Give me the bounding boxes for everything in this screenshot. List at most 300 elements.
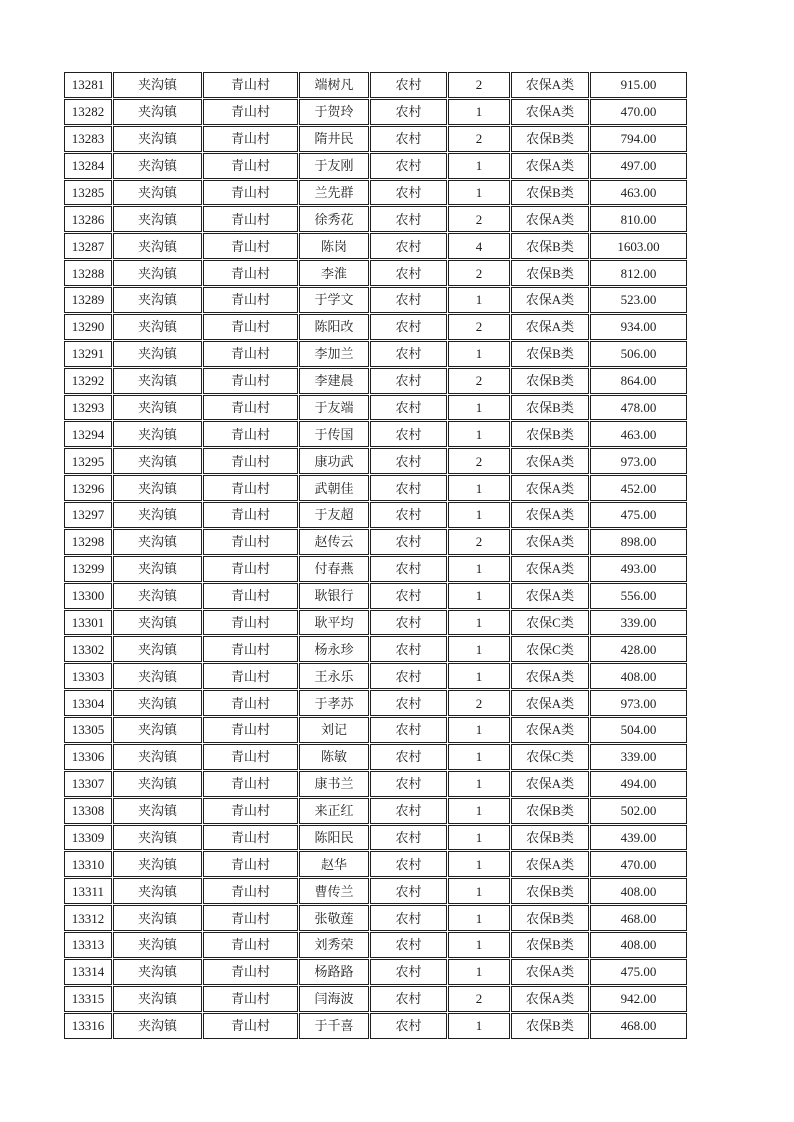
cell-person-count: 2 [448, 206, 510, 232]
cell-town: 夹沟镇 [113, 448, 202, 474]
cell-name: 康功武 [299, 448, 369, 474]
cell-area-type: 农村 [370, 448, 447, 474]
cell-town: 夹沟镇 [113, 771, 202, 797]
cell-amount: 942.00 [590, 986, 687, 1012]
cell-id: 13296 [64, 475, 112, 501]
cell-village: 青山村 [203, 905, 298, 931]
cell-name: 付春燕 [299, 556, 369, 582]
table-row [64, 583, 687, 609]
cell-insurance-type: 农保A类 [511, 287, 589, 313]
cell-id: 13295 [64, 448, 112, 474]
cell-area-type: 农村 [370, 717, 447, 743]
cell-id: 13305 [64, 717, 112, 743]
cell-id: 13311 [64, 878, 112, 904]
cell-insurance-type: 农保A类 [511, 99, 589, 125]
cell-id: 13301 [64, 610, 112, 636]
cell-town: 夹沟镇 [113, 798, 202, 824]
cell-insurance-type: 农保A类 [511, 475, 589, 501]
cell-amount: 408.00 [590, 932, 687, 958]
cell-area-type: 农村 [370, 986, 447, 1012]
cell-name: 康书兰 [299, 771, 369, 797]
cell-village: 青山村 [203, 932, 298, 958]
cell-area-type: 农村 [370, 126, 447, 152]
table-row [64, 421, 687, 447]
cell-insurance-type: 农保A类 [511, 529, 589, 555]
cell-village: 青山村 [203, 529, 298, 555]
cell-person-count: 2 [448, 986, 510, 1012]
cell-town: 夹沟镇 [113, 72, 202, 98]
cell-name: 耿银行 [299, 583, 369, 609]
cell-amount: 475.00 [590, 502, 687, 528]
cell-area-type: 农村 [370, 368, 447, 394]
cell-id: 13308 [64, 798, 112, 824]
cell-insurance-type: 农保B类 [511, 341, 589, 367]
cell-person-count: 1 [448, 905, 510, 931]
cell-village: 青山村 [203, 798, 298, 824]
cell-amount: 428.00 [590, 636, 687, 662]
cell-id: 13298 [64, 529, 112, 555]
cell-insurance-type: 农保A类 [511, 717, 589, 743]
cell-area-type: 农村 [370, 287, 447, 313]
cell-person-count: 1 [448, 663, 510, 689]
cell-name: 于学文 [299, 287, 369, 313]
cell-person-count: 2 [448, 690, 510, 716]
cell-id: 13292 [64, 368, 112, 394]
cell-id: 13288 [64, 260, 112, 286]
cell-town: 夹沟镇 [113, 421, 202, 447]
cell-person-count: 2 [448, 529, 510, 555]
cell-area-type: 农村 [370, 583, 447, 609]
cell-id: 13304 [64, 690, 112, 716]
cell-village: 青山村 [203, 959, 298, 985]
cell-person-count: 1 [448, 1013, 510, 1039]
cell-amount: 502.00 [590, 798, 687, 824]
cell-id: 13285 [64, 180, 112, 206]
cell-village: 青山村 [203, 260, 298, 286]
cell-person-count: 1 [448, 421, 510, 447]
cell-village: 青山村 [203, 395, 298, 421]
cell-id: 13315 [64, 986, 112, 1012]
cell-town: 夹沟镇 [113, 260, 202, 286]
cell-person-count: 1 [448, 771, 510, 797]
cell-id: 13300 [64, 583, 112, 609]
cell-person-count: 1 [448, 153, 510, 179]
cell-person-count: 2 [448, 448, 510, 474]
table-row [64, 878, 687, 904]
cell-insurance-type: 农保B类 [511, 1013, 589, 1039]
cell-id: 13297 [64, 502, 112, 528]
cell-person-count: 1 [448, 583, 510, 609]
cell-amount: 812.00 [590, 260, 687, 286]
cell-id: 13313 [64, 932, 112, 958]
cell-id: 13312 [64, 905, 112, 931]
cell-id: 13314 [64, 959, 112, 985]
cell-insurance-type: 农保B类 [511, 126, 589, 152]
cell-insurance-type: 农保A类 [511, 583, 589, 609]
cell-town: 夹沟镇 [113, 395, 202, 421]
cell-name: 陈岗 [299, 233, 369, 259]
table-row [64, 798, 687, 824]
cell-amount: 934.00 [590, 314, 687, 340]
cell-name: 陈阳民 [299, 825, 369, 851]
table-row [64, 851, 687, 877]
cell-village: 青山村 [203, 610, 298, 636]
cell-town: 夹沟镇 [113, 878, 202, 904]
cell-area-type: 农村 [370, 878, 447, 904]
cell-area-type: 农村 [370, 153, 447, 179]
cell-id: 13287 [64, 233, 112, 259]
cell-amount: 408.00 [590, 878, 687, 904]
cell-amount: 915.00 [590, 72, 687, 98]
cell-name: 陈阳改 [299, 314, 369, 340]
cell-town: 夹沟镇 [113, 206, 202, 232]
cell-person-count: 1 [448, 99, 510, 125]
cell-village: 青山村 [203, 502, 298, 528]
cell-name: 赵传云 [299, 529, 369, 555]
cell-town: 夹沟镇 [113, 583, 202, 609]
cell-area-type: 农村 [370, 636, 447, 662]
cell-town: 夹沟镇 [113, 636, 202, 662]
cell-area-type: 农村 [370, 233, 447, 259]
cell-amount: 339.00 [590, 610, 687, 636]
table-row [64, 959, 687, 985]
cell-insurance-type: 农保B类 [511, 368, 589, 394]
cell-amount: 468.00 [590, 905, 687, 931]
cell-amount: 468.00 [590, 1013, 687, 1039]
cell-person-count: 1 [448, 744, 510, 770]
cell-insurance-type: 农保A类 [511, 959, 589, 985]
cell-name: 闫海波 [299, 986, 369, 1012]
cell-name: 于友超 [299, 502, 369, 528]
cell-village: 青山村 [203, 556, 298, 582]
cell-name: 于孝苏 [299, 690, 369, 716]
cell-amount: 506.00 [590, 341, 687, 367]
cell-id: 13309 [64, 825, 112, 851]
cell-person-count: 1 [448, 341, 510, 367]
table-row [64, 314, 687, 340]
cell-name: 于千喜 [299, 1013, 369, 1039]
table-row [64, 771, 687, 797]
cell-person-count: 1 [448, 851, 510, 877]
cell-person-count: 1 [448, 717, 510, 743]
cell-village: 青山村 [203, 126, 298, 152]
cell-insurance-type: 农保B类 [511, 905, 589, 931]
cell-id: 13281 [64, 72, 112, 98]
cell-town: 夹沟镇 [113, 932, 202, 958]
cell-village: 青山村 [203, 825, 298, 851]
cell-village: 青山村 [203, 233, 298, 259]
cell-area-type: 农村 [370, 1013, 447, 1039]
table-row [64, 556, 687, 582]
cell-amount: 439.00 [590, 825, 687, 851]
cell-person-count: 1 [448, 932, 510, 958]
cell-person-count: 1 [448, 959, 510, 985]
cell-id: 13286 [64, 206, 112, 232]
cell-town: 夹沟镇 [113, 610, 202, 636]
table-row [64, 72, 687, 98]
cell-insurance-type: 农保A类 [511, 556, 589, 582]
cell-name: 刘记 [299, 717, 369, 743]
cell-insurance-type: 农保A类 [511, 206, 589, 232]
cell-area-type: 农村 [370, 475, 447, 501]
cell-village: 青山村 [203, 99, 298, 125]
cell-insurance-type: 农保A类 [511, 663, 589, 689]
cell-town: 夹沟镇 [113, 368, 202, 394]
cell-insurance-type: 农保B类 [511, 421, 589, 447]
cell-town: 夹沟镇 [113, 959, 202, 985]
cell-amount: 475.00 [590, 959, 687, 985]
cell-name: 于友端 [299, 395, 369, 421]
cell-name: 来正红 [299, 798, 369, 824]
cell-name: 于贺玲 [299, 99, 369, 125]
table-row [64, 180, 687, 206]
cell-village: 青山村 [203, 72, 298, 98]
cell-amount: 794.00 [590, 126, 687, 152]
cell-id: 13284 [64, 153, 112, 179]
cell-insurance-type: 农保A类 [511, 314, 589, 340]
cell-area-type: 农村 [370, 502, 447, 528]
cell-id: 13302 [64, 636, 112, 662]
cell-person-count: 4 [448, 233, 510, 259]
cell-id: 13316 [64, 1013, 112, 1039]
cell-town: 夹沟镇 [113, 1013, 202, 1039]
table-row [64, 287, 687, 313]
table-row [64, 99, 687, 125]
cell-amount: 470.00 [590, 99, 687, 125]
cell-town: 夹沟镇 [113, 825, 202, 851]
table-row [64, 690, 687, 716]
cell-town: 夹沟镇 [113, 99, 202, 125]
cell-town: 夹沟镇 [113, 180, 202, 206]
table-row [64, 986, 687, 1012]
cell-amount: 493.00 [590, 556, 687, 582]
cell-town: 夹沟镇 [113, 744, 202, 770]
cell-amount: 973.00 [590, 690, 687, 716]
cell-id: 13294 [64, 421, 112, 447]
cell-village: 青山村 [203, 475, 298, 501]
cell-town: 夹沟镇 [113, 153, 202, 179]
cell-village: 青山村 [203, 153, 298, 179]
cell-name: 王永乐 [299, 663, 369, 689]
cell-insurance-type: 农保B类 [511, 798, 589, 824]
cell-area-type: 农村 [370, 959, 447, 985]
table-row [64, 744, 687, 770]
cell-insurance-type: 农保C类 [511, 610, 589, 636]
cell-village: 青山村 [203, 986, 298, 1012]
cell-id: 13303 [64, 663, 112, 689]
cell-amount: 556.00 [590, 583, 687, 609]
table-row [64, 233, 687, 259]
cell-town: 夹沟镇 [113, 502, 202, 528]
cell-area-type: 农村 [370, 556, 447, 582]
cell-insurance-type: 农保B类 [511, 260, 589, 286]
cell-person-count: 2 [448, 260, 510, 286]
cell-name: 武朝佳 [299, 475, 369, 501]
cell-village: 青山村 [203, 717, 298, 743]
cell-insurance-type: 农保B类 [511, 825, 589, 851]
table-row [64, 717, 687, 743]
cell-person-count: 1 [448, 636, 510, 662]
cell-area-type: 农村 [370, 529, 447, 555]
cell-insurance-type: 农保A类 [511, 986, 589, 1012]
cell-insurance-type: 农保B类 [511, 932, 589, 958]
cell-town: 夹沟镇 [113, 986, 202, 1012]
cell-name: 隋井民 [299, 126, 369, 152]
insurance-payment-table [63, 71, 688, 1040]
cell-name: 耿平均 [299, 610, 369, 636]
cell-id: 13282 [64, 99, 112, 125]
cell-name: 杨路路 [299, 959, 369, 985]
cell-area-type: 农村 [370, 825, 447, 851]
table-row [64, 825, 687, 851]
cell-name: 曹传兰 [299, 878, 369, 904]
cell-town: 夹沟镇 [113, 341, 202, 367]
cell-area-type: 农村 [370, 905, 447, 931]
cell-village: 青山村 [203, 583, 298, 609]
table-row [64, 475, 687, 501]
cell-amount: 339.00 [590, 744, 687, 770]
cell-id: 13310 [64, 851, 112, 877]
cell-town: 夹沟镇 [113, 126, 202, 152]
cell-area-type: 农村 [370, 690, 447, 716]
cell-insurance-type: 农保A类 [511, 771, 589, 797]
table-row [64, 502, 687, 528]
cell-name: 赵华 [299, 851, 369, 877]
cell-area-type: 农村 [370, 395, 447, 421]
cell-amount: 408.00 [590, 663, 687, 689]
cell-name: 张敬莲 [299, 905, 369, 931]
table-row [64, 341, 687, 367]
cell-insurance-type: 农保B类 [511, 395, 589, 421]
cell-area-type: 农村 [370, 932, 447, 958]
cell-id: 13293 [64, 395, 112, 421]
cell-person-count: 1 [448, 502, 510, 528]
cell-name: 徐秀花 [299, 206, 369, 232]
table-row [64, 448, 687, 474]
cell-village: 青山村 [203, 690, 298, 716]
table-row [64, 905, 687, 931]
cell-amount: 497.00 [590, 153, 687, 179]
cell-town: 夹沟镇 [113, 233, 202, 259]
cell-amount: 504.00 [590, 717, 687, 743]
table-row [64, 1013, 687, 1039]
cell-town: 夹沟镇 [113, 663, 202, 689]
cell-town: 夹沟镇 [113, 475, 202, 501]
cell-amount: 973.00 [590, 448, 687, 474]
cell-area-type: 农村 [370, 260, 447, 286]
cell-insurance-type: 农保A类 [511, 502, 589, 528]
cell-person-count: 2 [448, 126, 510, 152]
cell-insurance-type: 农保C类 [511, 636, 589, 662]
cell-insurance-type: 农保A类 [511, 851, 589, 877]
cell-village: 青山村 [203, 206, 298, 232]
cell-id: 13289 [64, 287, 112, 313]
cell-person-count: 2 [448, 314, 510, 340]
cell-insurance-type: 农保B类 [511, 878, 589, 904]
cell-name: 李加兰 [299, 341, 369, 367]
cell-area-type: 农村 [370, 663, 447, 689]
cell-village: 青山村 [203, 314, 298, 340]
cell-amount: 898.00 [590, 529, 687, 555]
cell-area-type: 农村 [370, 610, 447, 636]
cell-village: 青山村 [203, 1013, 298, 1039]
cell-id: 13299 [64, 556, 112, 582]
cell-name: 于传国 [299, 421, 369, 447]
cell-amount: 463.00 [590, 180, 687, 206]
cell-area-type: 农村 [370, 744, 447, 770]
cell-amount: 494.00 [590, 771, 687, 797]
cell-town: 夹沟镇 [113, 529, 202, 555]
cell-area-type: 农村 [370, 314, 447, 340]
cell-name: 兰先群 [299, 180, 369, 206]
cell-person-count: 1 [448, 556, 510, 582]
cell-insurance-type: 农保B类 [511, 180, 589, 206]
cell-id: 13306 [64, 744, 112, 770]
cell-village: 青山村 [203, 878, 298, 904]
cell-amount: 470.00 [590, 851, 687, 877]
cell-town: 夹沟镇 [113, 851, 202, 877]
cell-person-count: 1 [448, 610, 510, 636]
cell-name: 于友刚 [299, 153, 369, 179]
cell-person-count: 1 [448, 475, 510, 501]
cell-amount: 478.00 [590, 395, 687, 421]
cell-village: 青山村 [203, 771, 298, 797]
cell-insurance-type: 农保C类 [511, 744, 589, 770]
cell-insurance-type: 农保A类 [511, 448, 589, 474]
table-row [64, 126, 687, 152]
cell-area-type: 农村 [370, 180, 447, 206]
table-row [64, 395, 687, 421]
table-row [64, 932, 687, 958]
cell-town: 夹沟镇 [113, 717, 202, 743]
cell-name: 杨永珍 [299, 636, 369, 662]
cell-insurance-type: 农保B类 [511, 233, 589, 259]
cell-person-count: 1 [448, 395, 510, 421]
cell-person-count: 1 [448, 798, 510, 824]
cell-village: 青山村 [203, 851, 298, 877]
cell-area-type: 农村 [370, 206, 447, 232]
cell-area-type: 农村 [370, 421, 447, 447]
cell-town: 夹沟镇 [113, 556, 202, 582]
cell-village: 青山村 [203, 180, 298, 206]
cell-id: 13307 [64, 771, 112, 797]
cell-town: 夹沟镇 [113, 905, 202, 931]
cell-amount: 1603.00 [590, 233, 687, 259]
cell-area-type: 农村 [370, 771, 447, 797]
cell-insurance-type: 农保A类 [511, 690, 589, 716]
cell-name: 李建晨 [299, 368, 369, 394]
cell-area-type: 农村 [370, 72, 447, 98]
cell-town: 夹沟镇 [113, 287, 202, 313]
table-row [64, 260, 687, 286]
cell-village: 青山村 [203, 368, 298, 394]
table-row [64, 636, 687, 662]
cell-village: 青山村 [203, 421, 298, 447]
cell-village: 青山村 [203, 663, 298, 689]
cell-town: 夹沟镇 [113, 314, 202, 340]
cell-id: 13290 [64, 314, 112, 340]
cell-village: 青山村 [203, 636, 298, 662]
cell-person-count: 2 [448, 72, 510, 98]
cell-person-count: 1 [448, 825, 510, 851]
cell-area-type: 农村 [370, 851, 447, 877]
table-row [64, 368, 687, 394]
cell-person-count: 2 [448, 368, 510, 394]
cell-person-count: 1 [448, 878, 510, 904]
cell-town: 夹沟镇 [113, 690, 202, 716]
table-row [64, 529, 687, 555]
cell-amount: 463.00 [590, 421, 687, 447]
